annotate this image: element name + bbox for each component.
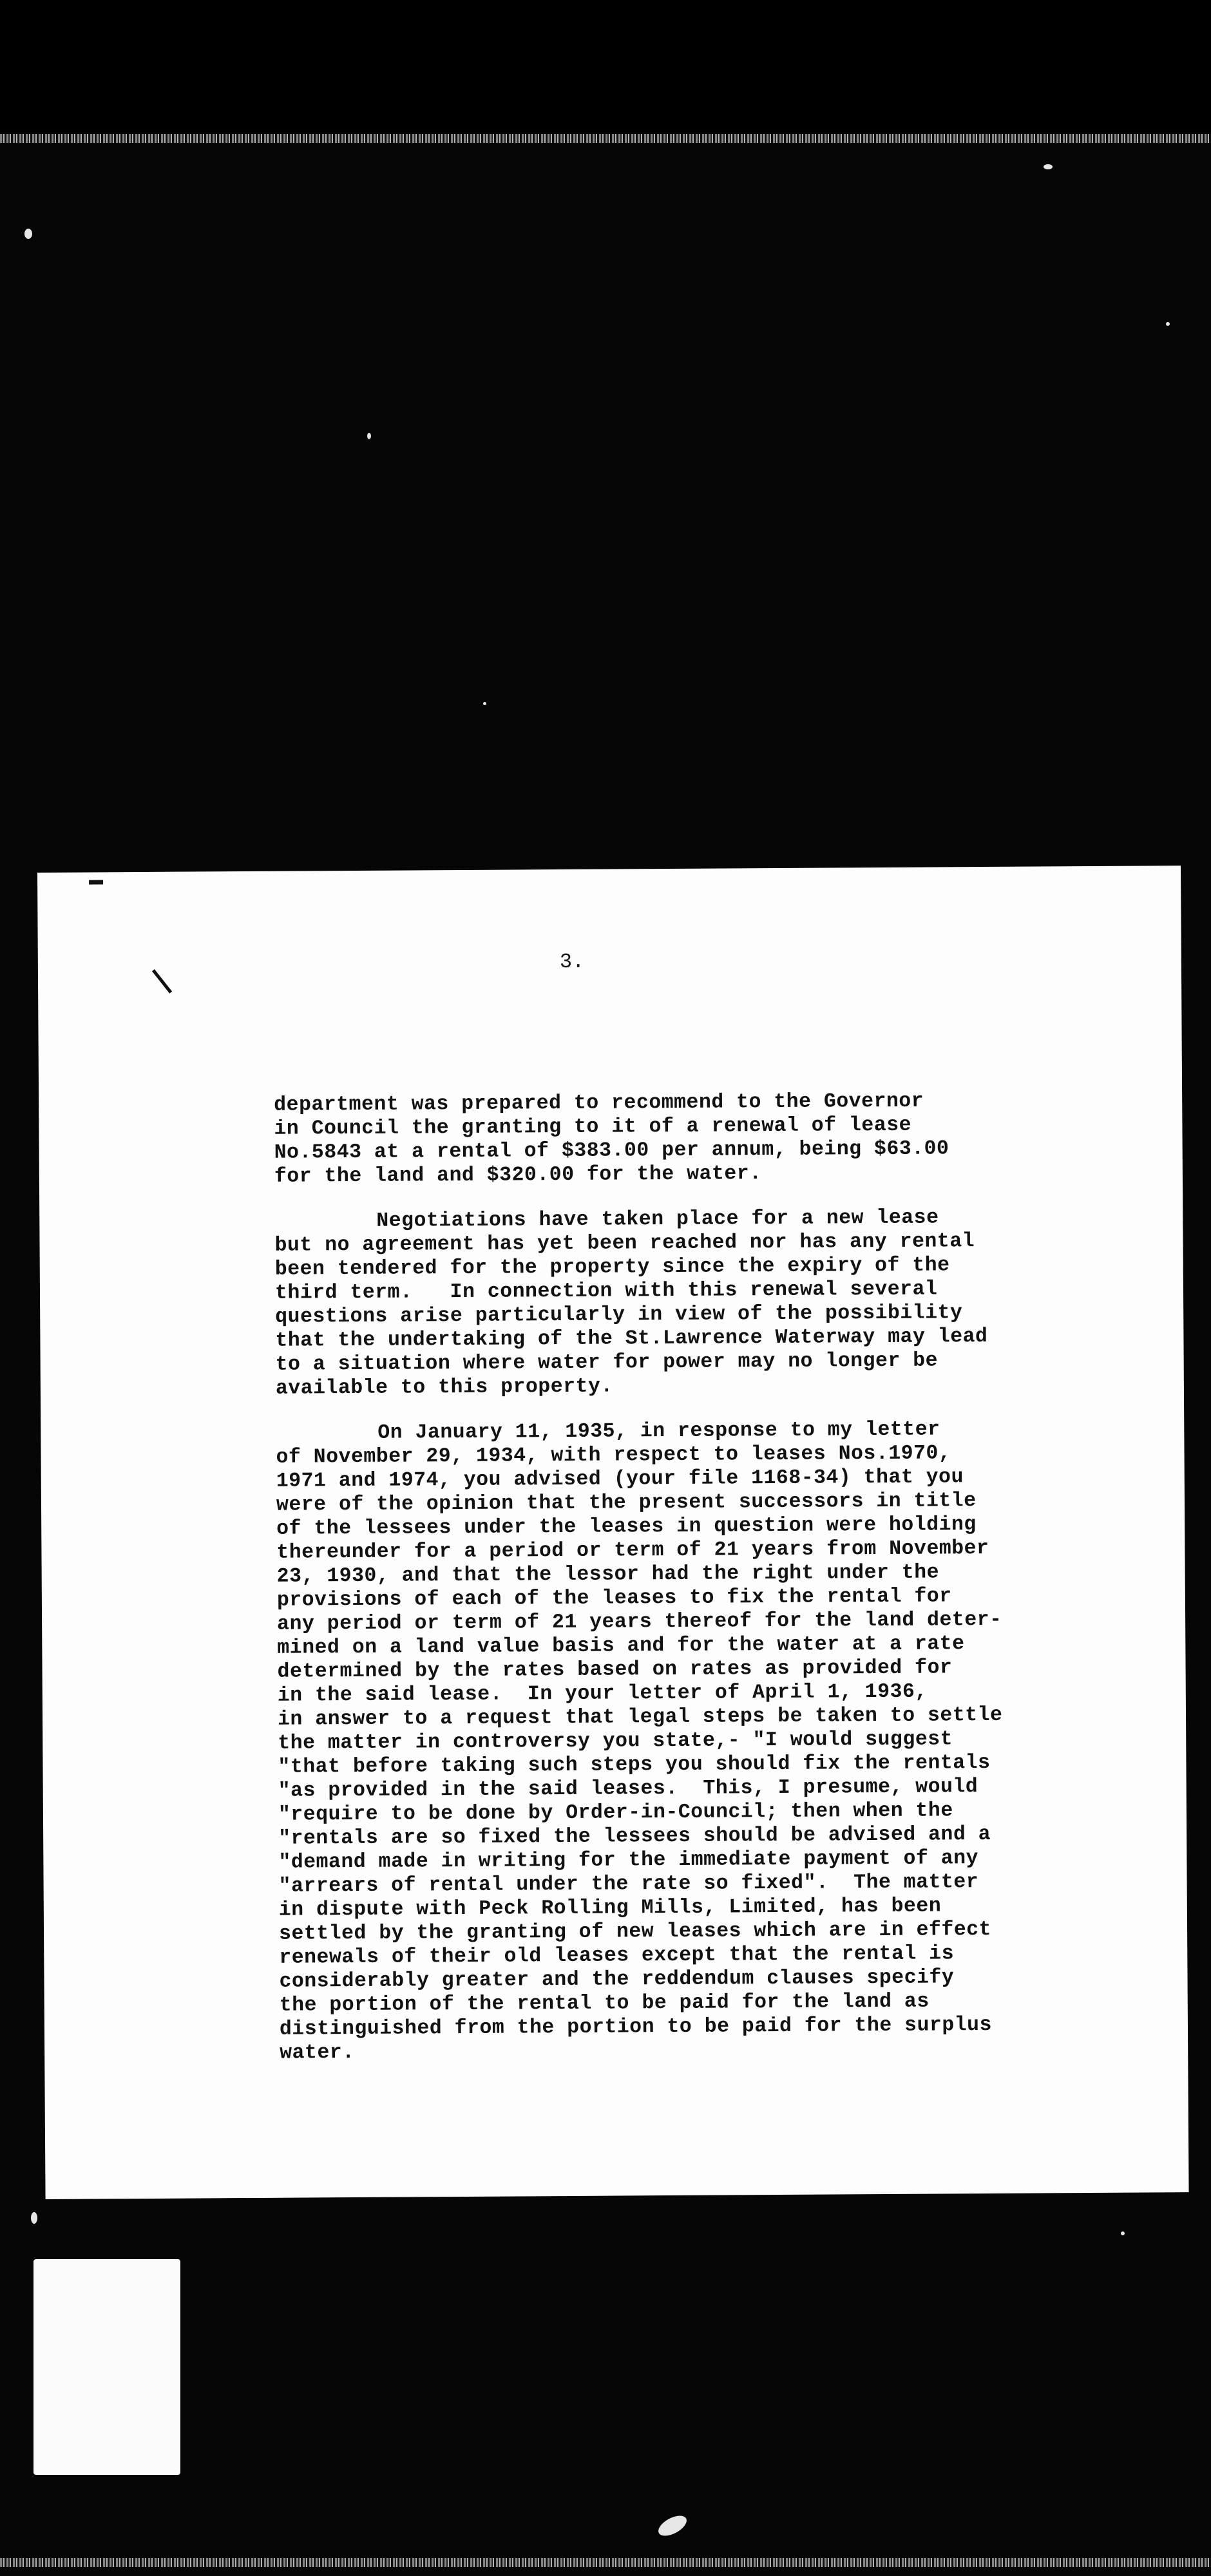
text-line: but no agreement has yet been reached nor has any rental [274,1230,975,1257]
text-line: to a situation where water for power may no longer be [275,1349,939,1376]
text-line: in answer to a request that legal steps be taken to settle [277,1703,1003,1731]
text-line: determined by the rates based on rates as provided for [277,1656,953,1683]
text-line: any period or term of 21 years thereof for the land deter- [277,1608,1002,1636]
film-speck [1044,164,1053,169]
document-page [37,866,1189,2199]
text-line: No.5843 at a rental of $383.00 per annum, being $63.00 [274,1137,949,1164]
text-line: the portion of the rental to be paid for the land as [279,1990,930,2017]
text-line: "rentals are so fixed the lessees should be advised and a [278,1823,991,1850]
letter-body [274,1088,1136,2087]
text-line: water. [280,2041,355,2065]
text-line: that the undertaking of the St.Lawrence Waterway may lead [275,1325,988,1352]
paragraph-1 [274,1088,1131,1189]
film-speck [24,229,32,239]
text-line: in the said lease. In your letter of April 1, 1936, [277,1680,928,1707]
paragraph-2 [274,1205,1132,1401]
text-line: provisions of each of the leases to fix the rental for [276,1585,952,1612]
film-speck [1121,2231,1125,2235]
film-edge-bottom [0,2558,1211,2567]
text-line: "demand made in writing for the immediate payment of any [278,1847,979,1874]
pencil-mark [152,969,172,994]
text-line: settled by the granting of new leases which are in effect [278,1918,992,1946]
page-number: 3. [559,949,585,974]
text-line: of the lessees under the leases in question were holding [276,1513,977,1540]
text-line: On January 11, 1935, in response to my letter [377,1418,940,1444]
film-leader-tab [33,2259,180,2475]
text-line: "arrears of rental under the rate so fixed". The matter [278,1871,979,1898]
film-speck [31,2212,37,2224]
text-line: the matter in controversy you state,- "I would suggest [278,1728,953,1755]
film-top-band [0,0,1211,132]
film-speck [367,433,371,439]
text-line: were of the opinion that the present successors in title [276,1490,977,1517]
text-line: third term. In connection with this renewal several [274,1278,938,1305]
film-speck [483,702,486,705]
text-line: 23, 1930, and that the lessor had the right under the [276,1561,940,1588]
text-line: considerably greater and the reddendum clauses specify [279,1966,955,1993]
text-line: "as provided in the said leases. This, I presume, would [278,1776,978,1803]
text-line: "require to be done by Order-in-Council; then when the [278,1799,953,1826]
text-line: 1971 and 1974, you advised (your file 1168-34) that you [276,1466,964,1493]
text-line: been tendered for the property since the expiry of the [274,1254,950,1281]
text-line: "that before taking such steps you should fix the rentals [278,1751,991,1779]
page-mark [89,880,103,884]
text-line: department was prepared to recommend to the Governor [274,1090,924,1117]
text-line: for the land and $320.00 for the water. [274,1162,762,1188]
text-line: renewals of their old leases except that the rental is [279,1942,955,1969]
text-line: questions arise particularly in view of the possibility [275,1302,963,1329]
paragraph-3 [276,1417,1136,2065]
text-line: of November 29, 1934, with respect to leases Nos.1970, [276,1442,951,1469]
text-line: Negotiations have taken place for a new lease [376,1206,939,1233]
text-line: in Council the granting to it of a renewal of lease [274,1113,912,1141]
text-line: thereunder for a period or term of 21 years from November [276,1537,989,1564]
text-line: in dispute with Peck Rolling Mills, Limited, has been [278,1895,942,1922]
film-speck [1166,322,1170,326]
film-speck [655,2512,690,2540]
text-line: distinguished from the portion to be paid for the surplus [279,2013,993,2041]
text-line: mined on a land value basis and for the water at a rate [277,1633,965,1660]
film-edge-top [0,134,1211,143]
text-line: available to this property. [275,1375,613,1400]
